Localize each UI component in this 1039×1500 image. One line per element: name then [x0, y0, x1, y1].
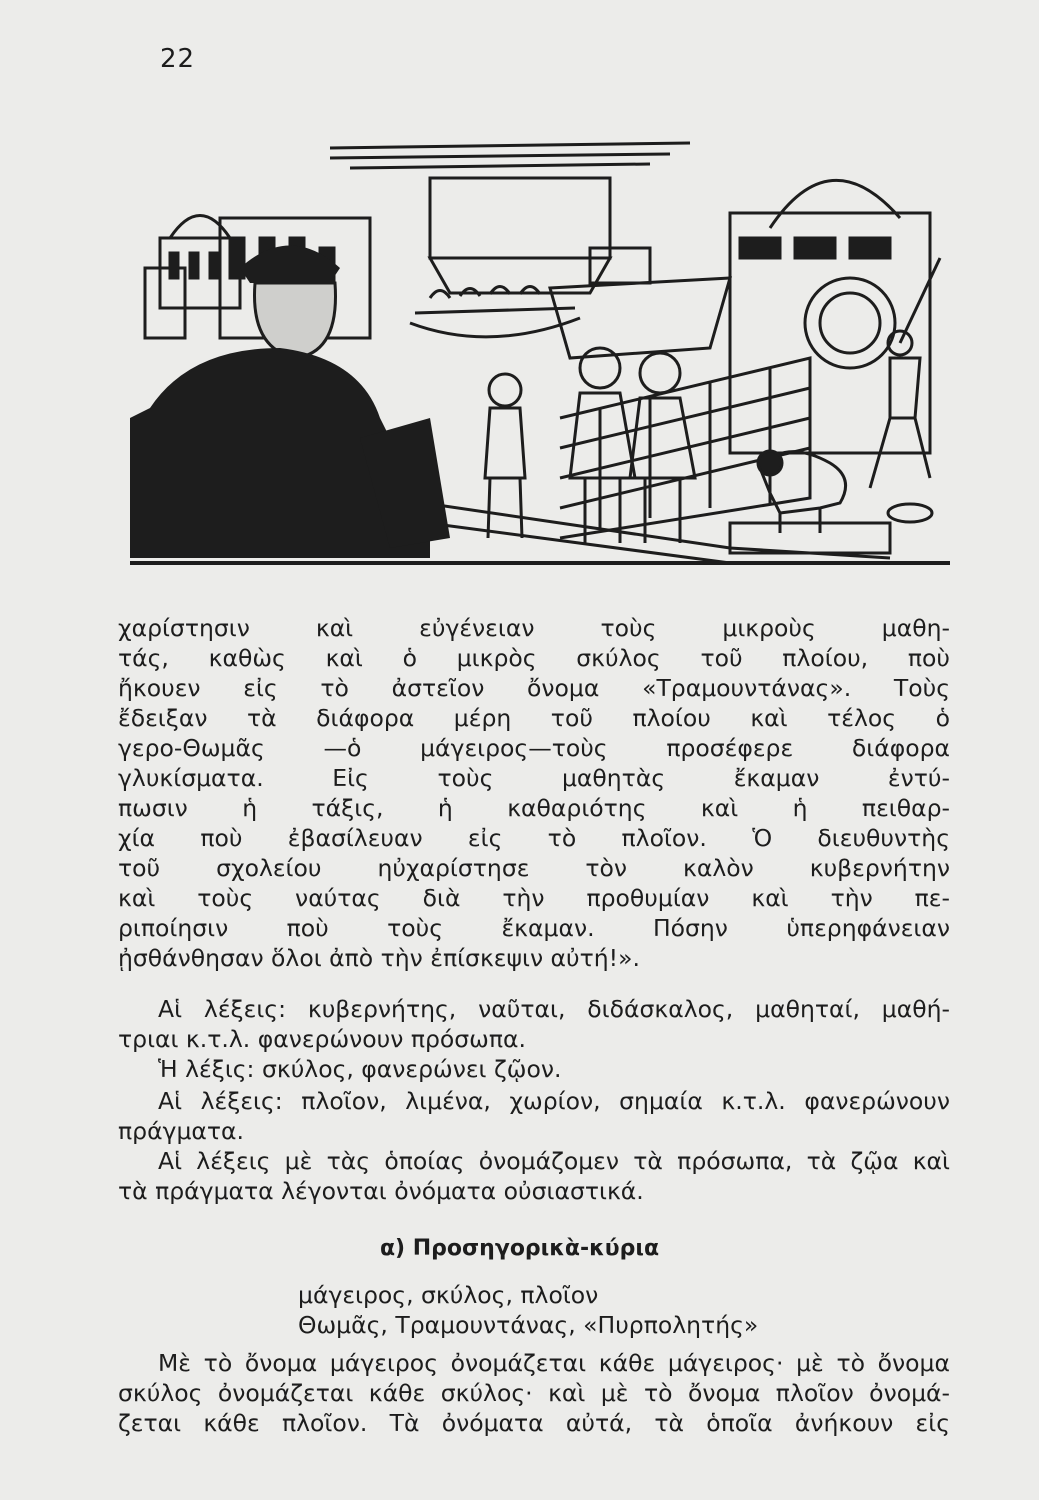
text-line: ἔδειξαν τὰ διάφορα μέρη τοῦ πλοίου καὶ τέλος ὁ	[118, 704, 950, 732]
main-paragraph	[118, 613, 950, 973]
text-line: τριαι κ.τ.λ. φανερώνουν πρόσωπα.	[118, 1025, 526, 1053]
example-common-nouns: μάγειρος, σκύλος, πλοῖον	[298, 1281, 599, 1309]
common-nouns-paragraph	[118, 1348, 950, 1438]
text-line: χία ποὺ ἐβασίλευαν εἰς τὸ πλοῖον. Ὁ διευθυντὴς	[118, 824, 950, 852]
persons-paragraph	[118, 994, 950, 1054]
text-line: γλυκίσματα. Εἰς τοὺς μαθητὰς ἔκαμαν ἐντύ-	[118, 764, 950, 792]
text-line: τὰ πράγματα λέγονται ὀνόματα οὐσιαστικά.	[118, 1177, 644, 1205]
text-line: Ἡ λέξις: σκύλος, φανερώνει ζῷον.	[158, 1055, 562, 1083]
text-line: πράγματα.	[118, 1117, 245, 1145]
text-line: γερο-Θωμᾶς —ὁ μάγειρος—τοὺς προσέφερε διάφορα	[118, 734, 950, 762]
text-line: Αἱ λέξεις μὲ τὰς ὁποίας ὀνομάζομεν τὰ πρόσωπα, τὰ ζῷα καὶ	[158, 1147, 950, 1175]
text-line: σκύλος ὀνομάζεται κάθε σκύλος· καὶ μὲ τὸ ὄνομα πλοῖον ὀνομά-	[118, 1379, 950, 1407]
text-line: χαρίστησιν καὶ εὐγένειαν τοὺς μικροὺς μαθη-	[118, 614, 950, 642]
text-line: Αἱ λέξεις: πλοῖον, λιμένα, χωρίον, σημαία κ.τ.λ. φανερώνουν	[158, 1087, 950, 1115]
text-line: τοῦ σχολείου ηὐχαρίστησε τὸν καλὸν κυβερνήτην	[118, 854, 950, 882]
example-proper-nouns: Θωμᾶς, Τραμουντάνας, «Πυρπολητής»	[298, 1311, 759, 1339]
text-line: τάς, καθὼς καὶ ὁ μικρὸς σκύλος τοῦ πλοίου, ποὺ	[118, 644, 950, 672]
text-line: ζεται κάθε πλοῖον. Τὰ ὀνόματα αὐτά, τὰ ὁποῖα ἀνήκουν εἰς	[118, 1409, 950, 1437]
text-line: Αἱ λέξεις: κυβερνήτης, ναῦται, διδάσκαλος, μαθηταί, μαθή-	[158, 995, 950, 1023]
animals-paragraph	[118, 1054, 950, 1084]
page-number: 22	[160, 44, 196, 74]
things-paragraph	[118, 1086, 950, 1146]
text-line: ἤκουεν εἰς τὸ ἀστεῖον ὄνομα «Τραμουντάνας». Τοὺς	[118, 674, 950, 702]
text-line: καὶ τοὺς ναύτας διὰ τὴν προθυμίαν καὶ τὴν πε-	[118, 884, 950, 912]
text-line: ᾐσθάνθησαν ὅλοι ἀπὸ τὴν ἐπίσκεψιν αὐτή!».	[118, 944, 640, 972]
nouns-definition-paragraph	[118, 1146, 950, 1206]
text-line: ριποίησιν ποὺ τοὺς ἔκαμαν. Πόσην ὑπερηφάνειαν	[118, 914, 950, 942]
text-line: Μὲ τὸ ὄνομα μάγειρος ὀνομάζεται κάθε μάγειρος· μὲ τὸ ὄνομα	[158, 1349, 950, 1377]
examples-list	[298, 1280, 758, 1340]
harbor-scene-illustration	[130, 118, 950, 570]
text-line: πωσιν ἡ τάξις, ἡ καθαριότης καὶ ἡ πειθαρ-	[118, 794, 950, 822]
section-heading: α) Προσηγορικὰ-κύρια	[379, 1236, 660, 1261]
